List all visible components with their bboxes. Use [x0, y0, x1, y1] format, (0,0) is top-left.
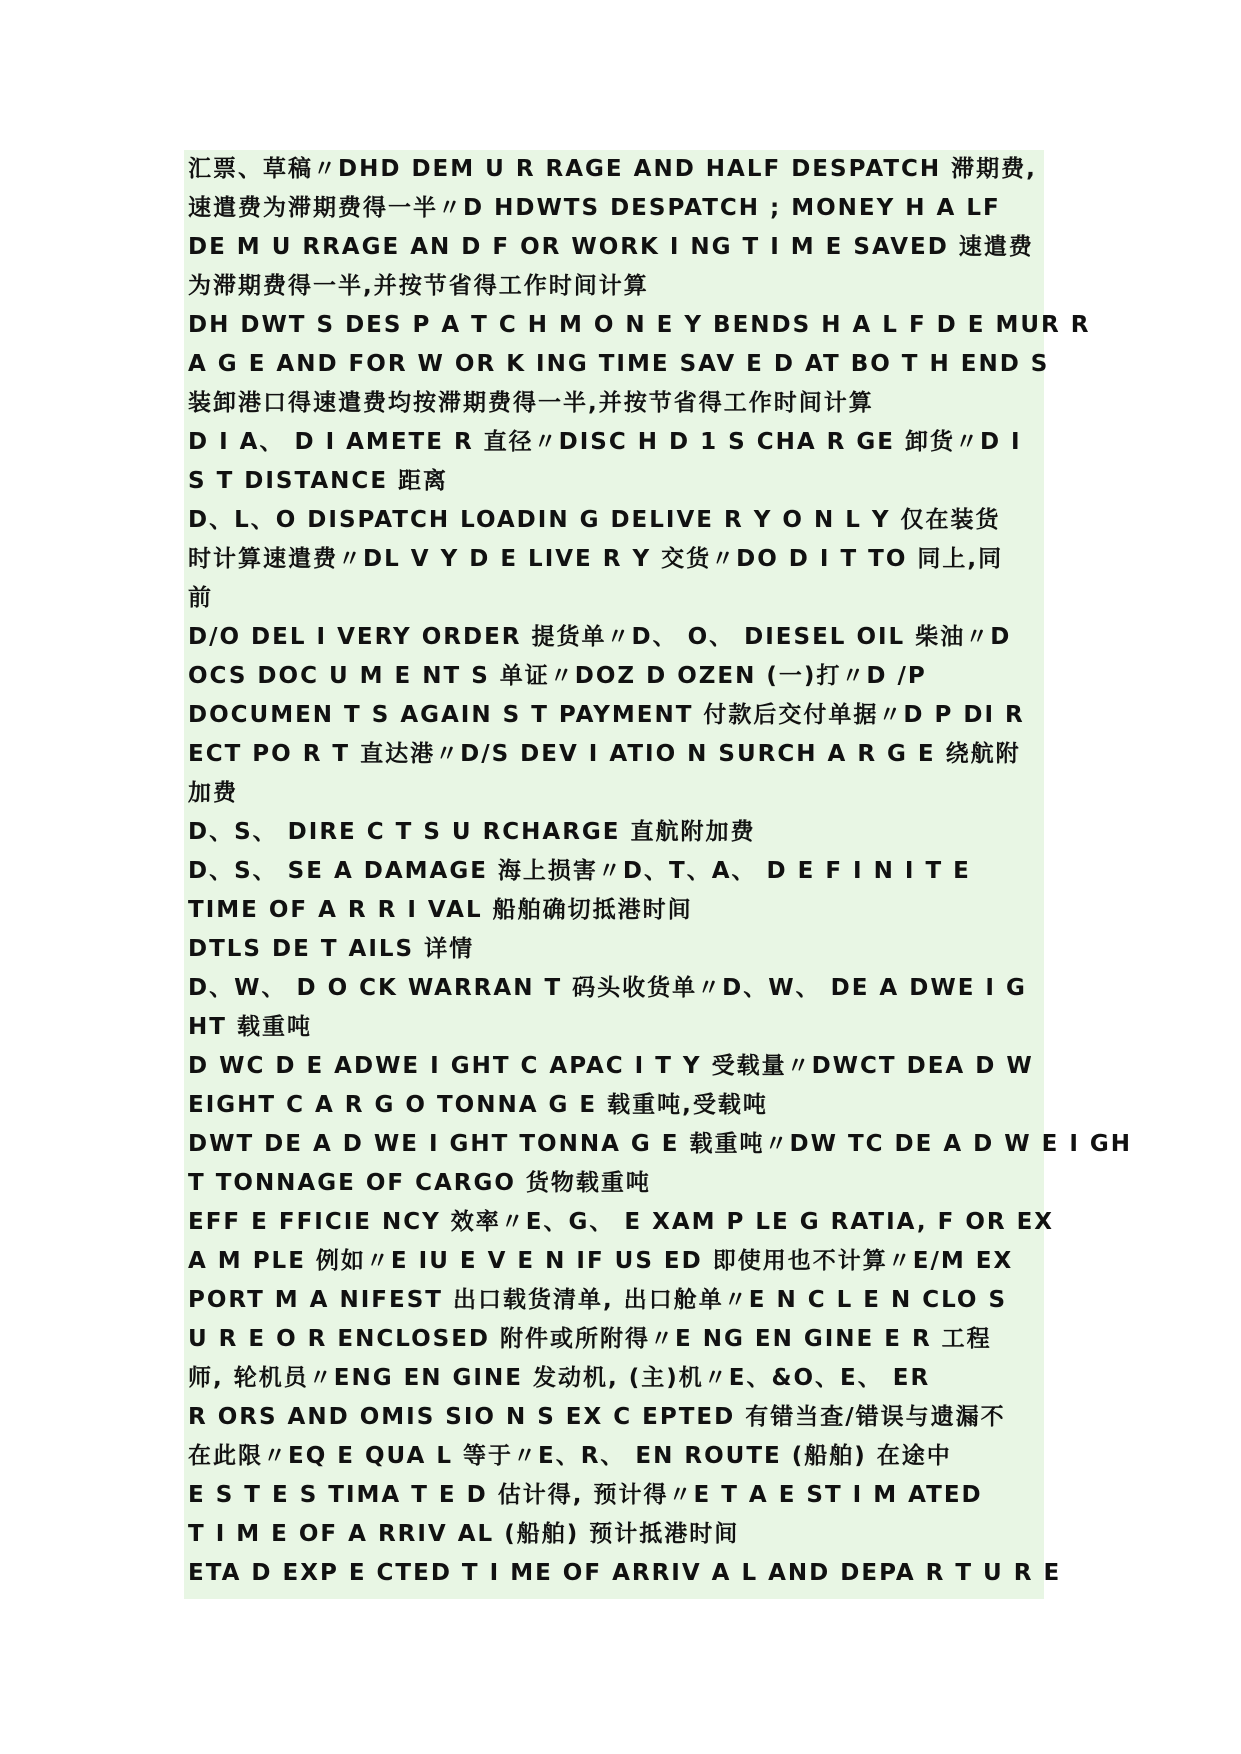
text-line: DOCUMEN T S AGAIN S T PAYMENT 付款后交付单据〃D P DI R: [188, 702, 1025, 728]
text-line: 加费: [188, 780, 238, 806]
text-line: T I M E OF A RRIV AL (船舶) 预计抵港时间: [188, 1521, 740, 1547]
text-line: A G E AND FOR W OR K ING TIME SAV E D AT BO T H END S: [188, 351, 1050, 377]
text-line: D WC D E ADWE I GHT C APAC I T Y 受载量〃DWCT DEA D W: [188, 1053, 1034, 1079]
text-line: U R E O R ENCLOSED 附件或所附得〃E NG EN GINE E R 工程: [188, 1326, 992, 1352]
text-line: 汇票、草稿〃DHD DEM U R RAGE AND HALF DESPATCH 滞期费,: [188, 156, 1037, 182]
text-line: D/O DEL I VERY ORDER 提货单〃D、 O、 DIESEL OIL 柴油〃D: [188, 624, 1012, 650]
text-line: PORT M A NIFEST 出口载货清单, 出口舱单〃E N C L E N CLO S: [188, 1287, 1008, 1313]
text-line: TIME OF A R R I VAL 船舶确切抵港时间: [188, 897, 693, 923]
text-line: EFF E FFICIE NCY 效率〃E、G、 E XAM P LE G RATIA, F OR EX: [188, 1209, 1055, 1235]
text-line: D、W、 D O CK WARRAN T 码头收货单〃D、W、 DE A DWE I G: [188, 975, 1027, 1001]
text-line: 师, 轮机员〃ENG EN GINE 发动机, (主)机〃E、&O、E、 ER: [188, 1365, 931, 1391]
text-line: 装卸港口得速遣费均按滞期费得一半,并按节省得工作时间计算: [188, 390, 874, 416]
text-line: 时计算速遣费〃DL V Y D E LIVE R Y 交货〃DO D I T TO 同上,同: [188, 546, 1004, 572]
text-line: D、L、O DISPATCH LOADIN G DELIVE R Y O N L Y 仅在装货: [188, 507, 1001, 533]
text-line: DTLS DE T AILS 详情: [188, 936, 475, 962]
text-line: 速遣费为滞期费得一半〃D HDWTS DESPATCH ; MONEY H A LF: [188, 195, 1001, 221]
text-line: DH DWT S DES P A T C H M O N E Y BENDS H A L F D E MUR R: [188, 312, 1091, 338]
text-line: EIGHT C A R G O TONNA G E 载重吨,受载吨: [188, 1092, 768, 1118]
text-line: D、S、 DIRE C T S U RCHARGE 直航附加费: [188, 819, 756, 845]
text-line: A M PLE 例如〃E IU E V E N IF US ED 即使用也不计算〃E/M EX: [188, 1248, 1014, 1274]
document-text-block: [184, 150, 1133, 1599]
text-line: T TONNAGE OF CARGO 货物载重吨: [188, 1170, 651, 1196]
text-line: HT 载重吨: [188, 1014, 312, 1040]
text-line: ETA D EXP E CTED T I ME OF ARRIV A L AND DEPA R T U R E: [188, 1560, 1062, 1586]
text-line: S T DISTANCE 距离: [188, 468, 449, 494]
text-line: E S T E S TIMA T E D 估计得, 预计得〃E T A E ST I M ATED: [188, 1482, 983, 1508]
text-line: DWT DE A D WE I GHT TONNA G E 载重吨〃DW TC DE A D W E I GH: [188, 1131, 1133, 1157]
text-line: 前: [188, 585, 213, 611]
text-line: R ORS AND OMIS SIO N S EX C EPTED 有错当查/错误与遗漏不: [188, 1404, 1006, 1430]
text-line: 为滞期费得一半,并按节省得工作时间计算: [188, 273, 649, 299]
text-line: ECT PO R T 直达港〃D/S DEV I ATIO N SURCH A R G E 绕航附: [188, 741, 1021, 767]
text-line: 在此限〃EQ E QUA L 等于〃E、R、 EN ROUTE (船舶) 在途中: [188, 1443, 952, 1469]
text-line: DE M U RRAGE AN D F OR WORK I NG T I M E SAVED 速遣费: [188, 234, 1034, 260]
text-line: D I A、 D I AMETE R 直径〃DISC H D 1 S CHA R GE 卸货〃D I: [188, 429, 1022, 455]
text-line: OCS DOC U M E NT S 单证〃DOZ D OZEN (一)打〃D /P: [188, 663, 927, 689]
text-line: D、S、 SE A DAMAGE 海上损害〃D、T、A、 D E F I N I T E: [188, 858, 971, 884]
